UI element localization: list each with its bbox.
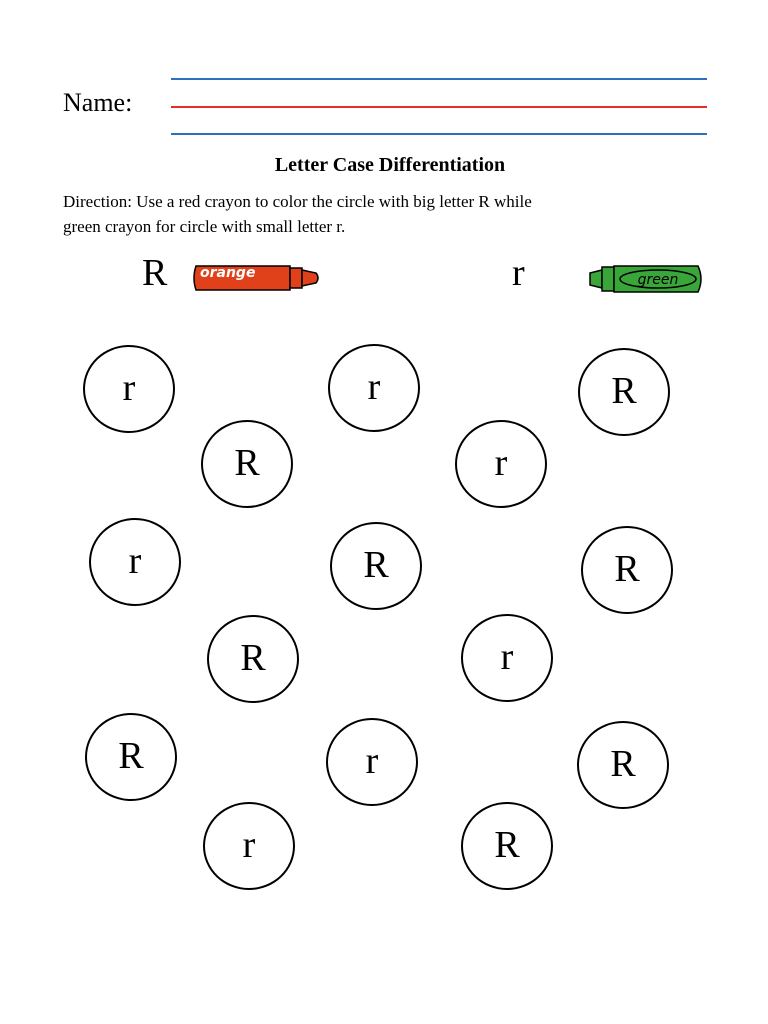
letter-circle[interactable] [330, 522, 422, 610]
letter-circle[interactable] [207, 615, 299, 703]
green-crayon-label: green [637, 272, 679, 288]
circle-letter: r [128, 540, 142, 582]
letter-circle[interactable] [201, 420, 293, 508]
letter-circle[interactable] [326, 718, 418, 806]
circle-letter: r [367, 366, 381, 408]
name-writing-line-bottom [171, 133, 707, 135]
name-label: Name: [63, 88, 133, 117]
letter-circle[interactable] [461, 614, 553, 702]
orange-crayon-icon [190, 260, 322, 301]
circle-letter: r [122, 367, 136, 409]
circle-letter: R [611, 370, 637, 412]
green-crayon-icon [588, 262, 708, 301]
letter-circle[interactable] [581, 526, 673, 614]
direction-line-1: Direction: Use a red crayon to color the circle with big letter R while [63, 192, 532, 211]
letter-circle[interactable] [577, 721, 669, 809]
circle-letter: R [610, 743, 636, 785]
circle-letter: R [234, 442, 260, 484]
letter-circle[interactable] [85, 713, 177, 801]
circle-letter: R [363, 544, 389, 586]
circle-letter: r [365, 740, 379, 782]
circle-letter: R [614, 548, 640, 590]
letter-circle[interactable] [328, 344, 420, 432]
key-uppercase-letter: R [142, 252, 168, 294]
direction-line-2: green crayon for circle with small letter r. [63, 217, 346, 236]
direction-text [63, 189, 703, 239]
circle-letter: r [500, 636, 514, 678]
name-writing-line-middle[interactable] [171, 106, 707, 108]
orange-crayon-label: orange [200, 265, 256, 281]
name-writing-line-top [171, 78, 707, 80]
letter-circle[interactable] [578, 348, 670, 436]
circle-letter: R [494, 824, 520, 866]
letter-circle[interactable] [83, 345, 175, 433]
key-lowercase-letter: r [512, 252, 525, 294]
circle-letter: r [242, 824, 256, 866]
letter-circle[interactable] [89, 518, 181, 606]
letter-circle[interactable] [203, 802, 295, 890]
letter-circle[interactable] [455, 420, 547, 508]
circle-letter: R [118, 735, 144, 777]
circle-letter: R [240, 637, 266, 679]
letter-circle[interactable] [461, 802, 553, 890]
worksheet-title: Letter Case Differentiation [274, 154, 506, 176]
circle-letter: r [494, 442, 508, 484]
